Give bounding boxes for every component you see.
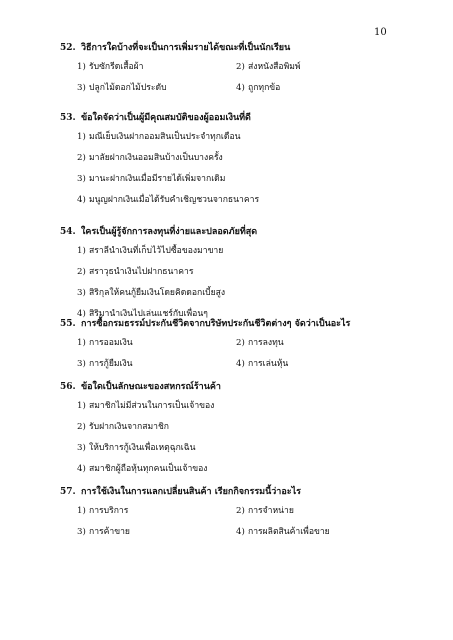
question-number: 57. xyxy=(60,487,76,497)
option-row xyxy=(60,358,400,370)
option-row xyxy=(60,526,400,538)
question-stem xyxy=(60,486,400,498)
option-1: 1) การออมเงิน xyxy=(77,338,133,348)
option-3: 3) มานะฝากเงินเมื่อมีรายได้เพิ่มจากเดิม xyxy=(77,174,226,184)
option-3: 3) ปลูกไม้ดอกไม้ประดับ xyxy=(77,83,167,93)
options xyxy=(60,337,400,370)
question-number: 53. xyxy=(60,113,76,123)
option-1: 1) สมาชิกไม่มีส่วนในการเป็นเจ้าของ xyxy=(77,401,215,411)
option-row xyxy=(60,82,400,94)
question-number: 54. xyxy=(60,227,76,237)
options xyxy=(60,61,400,94)
question-text: การใช้เงินในการแลกเปลี่ยนสินค้า เรียกกิจกรรมนี้ว่าอะไร xyxy=(81,487,301,497)
page-number: 10 xyxy=(374,27,387,38)
option-3: 3) การกู้ยืมเงิน xyxy=(77,359,133,369)
option-row xyxy=(60,505,400,517)
option-4: 4) การผลิตสินค้าเพื่อขาย xyxy=(236,527,330,537)
question-57 xyxy=(60,486,400,547)
question-text: ใครเป็นผู้รู้จักการลงทุนที่ง่ายและปลอดภัยที่สุด xyxy=(81,227,258,237)
question-stem xyxy=(60,42,400,54)
option-row xyxy=(60,337,400,349)
question-stem xyxy=(60,318,400,330)
question-text: วิธีการใดบ้างที่จะเป็นการเพิ่มรายได้ขณะที่เป็นนักเรียน xyxy=(81,43,291,53)
option-1: 1) รับซักรีดเสื้อผ้า xyxy=(77,62,144,72)
option-2: 2) การจำหน่าย xyxy=(236,506,294,516)
option-2: 2) การลงทุน xyxy=(236,338,284,348)
option-row xyxy=(60,61,400,73)
option-2: 2) สราวุธนำเงินไปฝากธนาคาร xyxy=(77,267,194,277)
question-text: ข้อใดจัดว่าเป็นผู้มีคุณสมบัติของผู้ออมเงินที่ดี xyxy=(81,113,251,123)
option-2: 2) มาลัยฝากเงินออมสินบ้างเป็นบางครั้ง xyxy=(77,153,223,163)
question-text: ข้อใดเป็นลักษณะของสหกรณ์ร้านค้า xyxy=(81,382,221,392)
option-2: 2) ส่งหนังสือพิมพ์ xyxy=(236,62,301,72)
question-number: 56. xyxy=(60,382,76,392)
option-3: 3) ให้บริการกู้เงินเพื่อเหตุฉุกเฉิน xyxy=(77,443,196,453)
options xyxy=(60,131,400,206)
question-text: การซื้อกรมธรรม์ประกันชีวิตจากบริษัทประกันชีวิตต่างๆ จัดว่าเป็นอะไร xyxy=(81,319,351,329)
option-1: 1) สราลีนำเงินที่เก็บไว้ไปซื้อของมาขาย xyxy=(77,246,224,256)
question-56 xyxy=(60,381,400,484)
option-4: 4) สิริมานำเงินไปเล่นแชร์กับเพื่อนๆ xyxy=(77,309,208,319)
option-4: 4) ถูกทุกข้อ xyxy=(236,83,281,93)
question-52 xyxy=(60,42,400,103)
option-1: 1) การบริการ xyxy=(77,506,129,516)
question-number: 55. xyxy=(60,319,76,329)
option-3: 3) การค้าขาย xyxy=(77,527,130,537)
options xyxy=(60,400,400,475)
question-stem xyxy=(60,112,400,124)
question-54 xyxy=(60,226,400,329)
options xyxy=(60,505,400,538)
question-55 xyxy=(60,318,400,379)
options xyxy=(60,245,400,320)
question-stem xyxy=(60,381,400,393)
option-4: 4) สมาชิกผู้ถือหุ้นทุกคนเป็นเจ้าของ xyxy=(77,464,208,474)
question-53 xyxy=(60,112,400,215)
option-4: 4) มนูญฝากเงินเมื่อได้รับคำเชิญชวนจากธนาคาร xyxy=(77,195,260,205)
question-stem xyxy=(60,226,400,238)
option-1: 1) มณีเย็บเงินฝากออมสินเป็นประจำทุกเดือน xyxy=(77,132,241,142)
option-2: 2) รับฝากเงินจากสมาชิก xyxy=(77,422,169,432)
option-3: 3) สิริกุลให้คนกู้ยืมเงินโดยคิดดอกเบี้ยสูง xyxy=(77,288,226,298)
question-number: 52. xyxy=(60,43,76,53)
option-4: 4) การเล่นหุ้น xyxy=(236,359,289,369)
